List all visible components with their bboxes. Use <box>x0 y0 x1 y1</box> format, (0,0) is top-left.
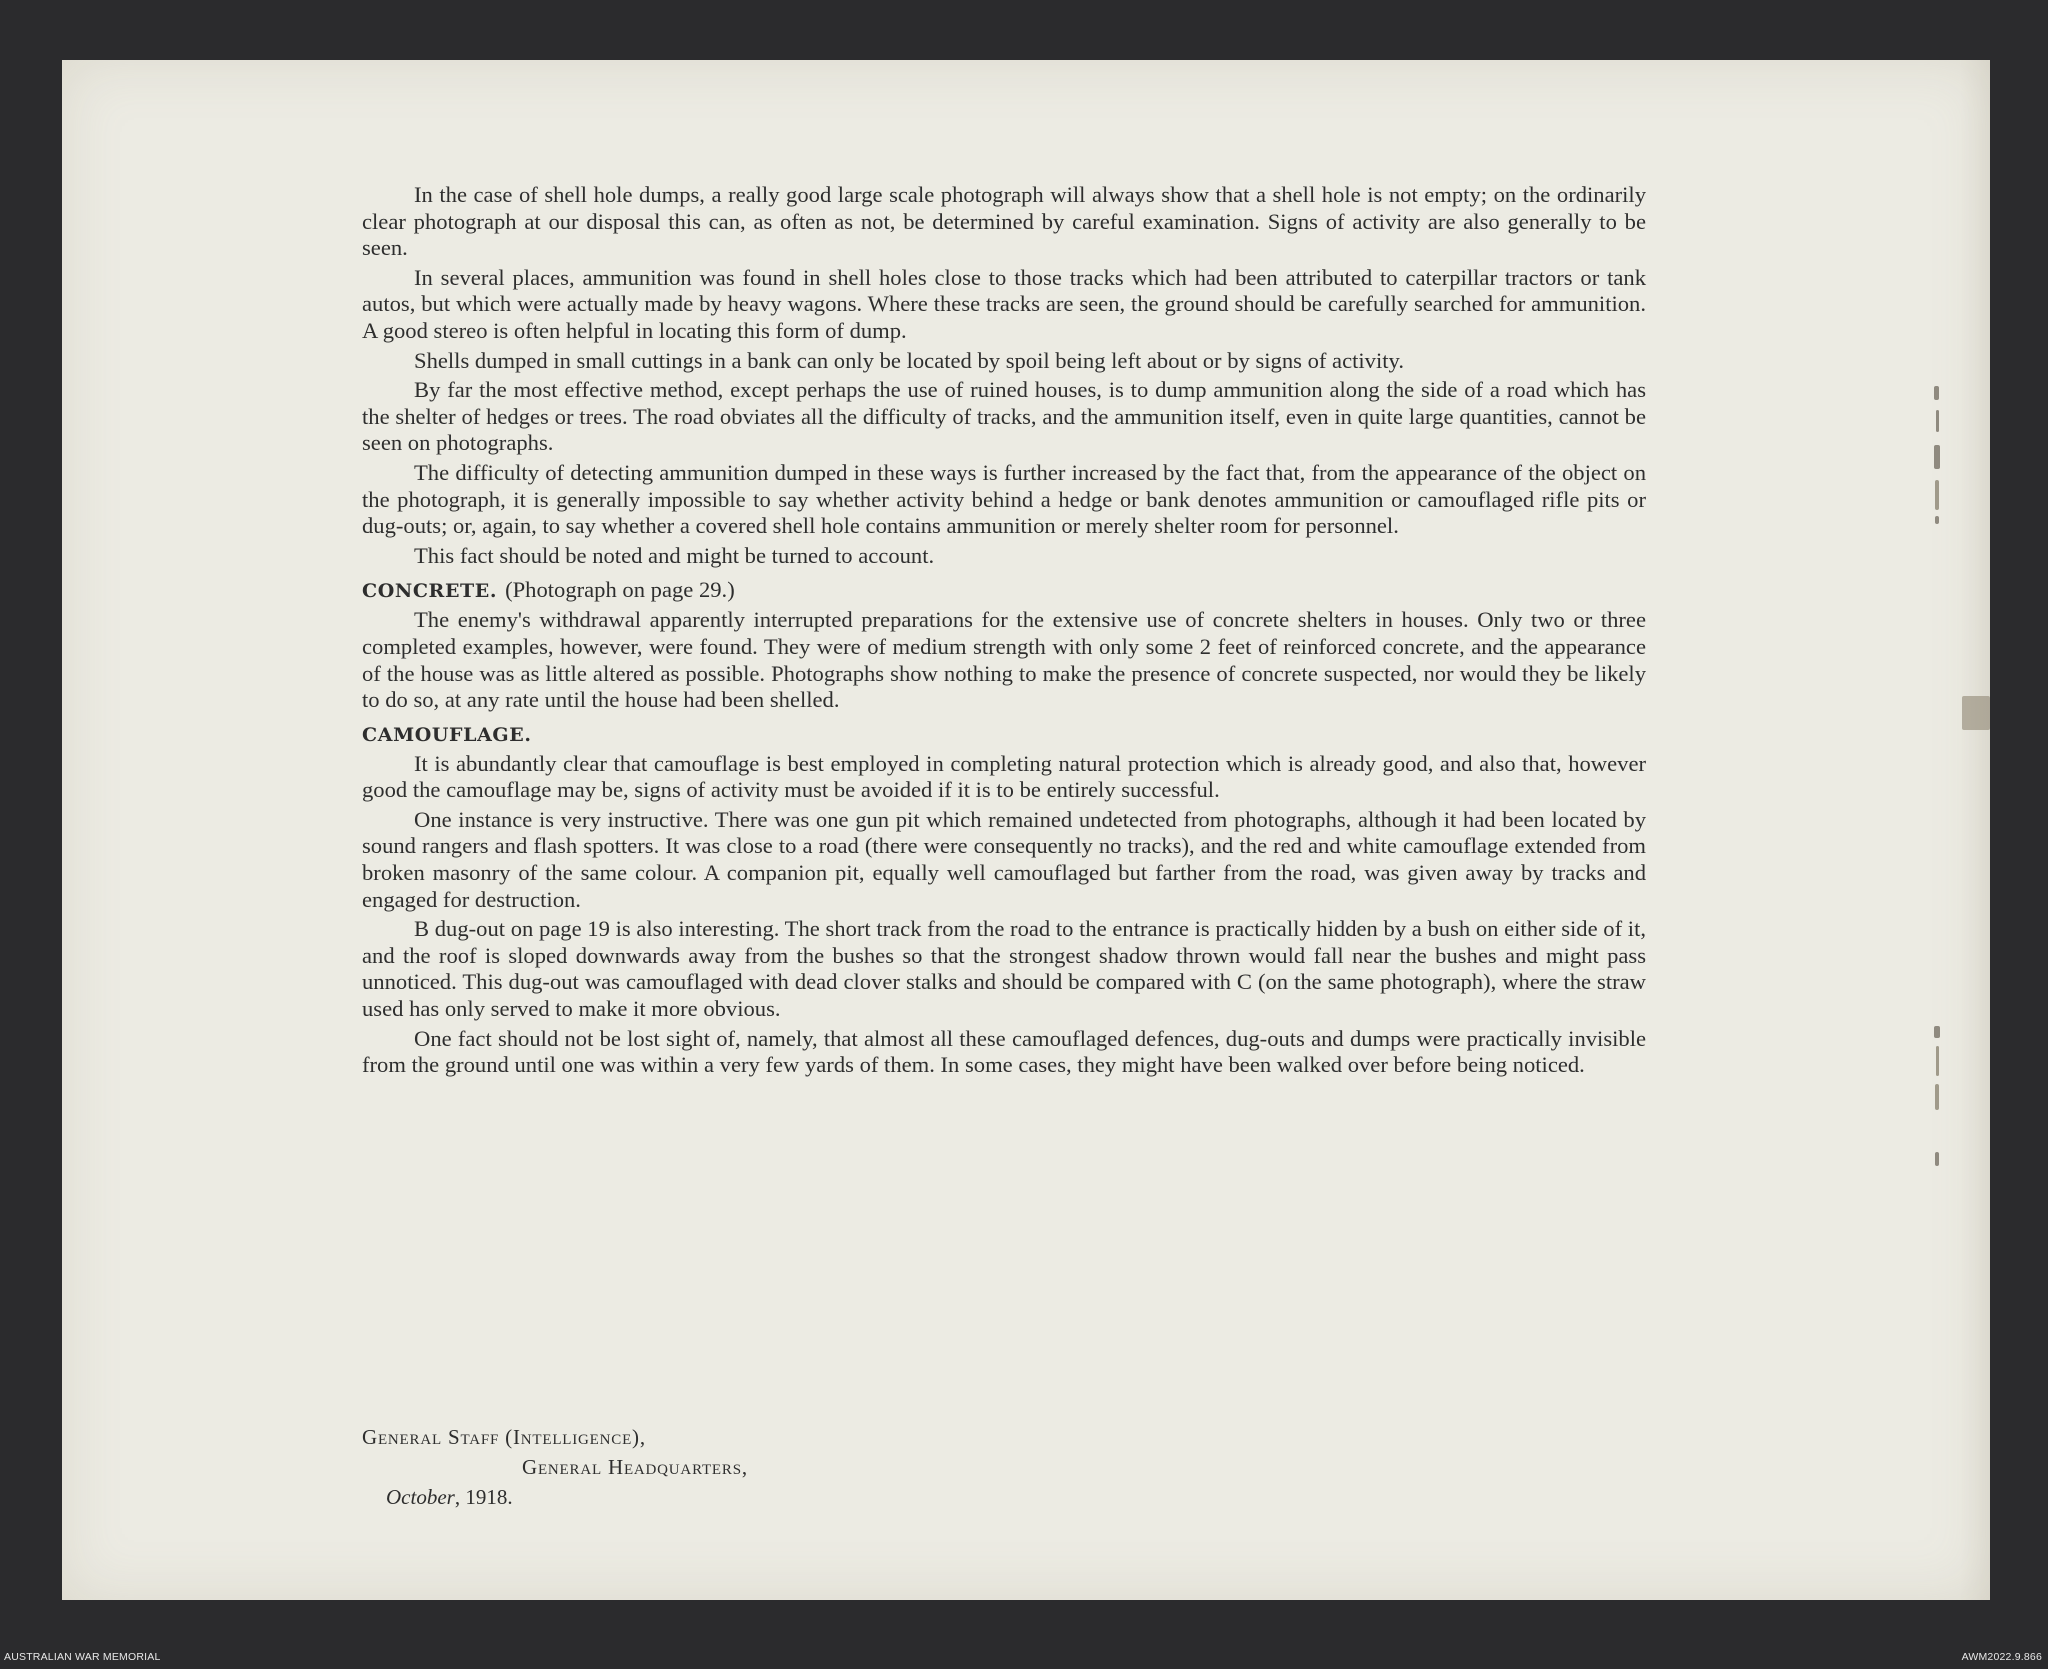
signature-block <box>362 1422 748 1512</box>
section-heading-concrete <box>362 575 1646 606</box>
margin-stain <box>1934 1026 1940 1038</box>
margin-stain <box>1934 386 1939 400</box>
paragraph: One fact should not be lost sight of, namely, that almost all these camouflaged defences, dug-outs and dumps were practically invisible from the ground until one was within a very few yards of them. In some cases, they might have been walked over before being noticed. <box>362 1025 1646 1078</box>
margin-stain <box>1962 696 1990 730</box>
date-year: , 1918. <box>454 1485 513 1509</box>
paragraph: In several places, ammunition was found in shell holes close to those tracks which had been attributed to caterpillar tractors or tank autos, but which were actually made by heavy wagons. Where these tracks are seen, the ground should be carefully searched for ammunition. A good stereo is often helpful in locating this form of dump. <box>362 264 1646 343</box>
document-page <box>62 60 1990 1600</box>
margin-stain <box>1935 1152 1939 1166</box>
paragraph: The difficulty of detecting ammunition dumped in these ways is further increased by the fact that, from the appearance of the object on the photograph, it is generally impossible to say whether activity behind a hedge or bank denotes ammunition or camouflaged rifle pits or dug-outs; or, again, to say whether a covered shell hole contains ammunition or merely shelter room for personnel. <box>362 459 1646 539</box>
margin-stain <box>1936 410 1939 432</box>
paragraph: B dug-out on page 19 is also interesting. The short track from the road to the entrance is practically hidden by a bush on either side of it, and the roof is sloped downwards away from the bushes so that the strongest shadow thrown would fall near the bushes and might pass unnoticed. This dug-out was camouflaged with dead clover stalks and should be compared with C (on the same photograph), where the straw used has only served to make it more obvious. <box>362 916 1646 1022</box>
paragraph: In the case of shell hole dumps, a really good large scale photograph will always show that a shell hole is not empty; on the ordinarily clear photograph at our disposal this can, as often as not, be determined by careful examination. Signs of activity are also generally to be seen. <box>362 182 1646 261</box>
margin-stain <box>1935 516 1939 524</box>
paragraph: One instance is very instructive. There was one gun pit which remained undetected from photographs, although it had been located by sound rangers and flash spotters. It was close to a road (there were consequently no tracks), and the red and white camouflage extended from broken masonry of the same colour. A companion pit, equally well camouflaged but farther from the road, was given away by tracks and engaged for destruction. <box>362 806 1646 912</box>
paragraph: Shells dumped in small cuttings in a bank can only be located by spoil being left about or by signs of activity. <box>414 347 1404 373</box>
signature-line-headquarters: General Headquarters, <box>522 1455 748 1479</box>
signature-line-staff: General Staff (Intelligence), <box>362 1425 646 1449</box>
paragraph: It is abundantly clear that camouflage is best employed in completing natural protection which is already good, and also that, however good the camouflage may be, signs of activity must be avoided if it is to be entirely successful. <box>362 750 1646 803</box>
heading-caption: (Photograph on page 29.) <box>505 577 735 603</box>
margin-stain <box>1934 445 1940 469</box>
paragraph: This fact should be noted and might be turned to account. <box>414 542 935 568</box>
section-heading-camouflage <box>362 720 1646 750</box>
margin-stain <box>1935 480 1939 510</box>
body-text <box>362 182 1646 1082</box>
paragraph: The enemy's withdrawal apparently interrupted preparations for the extensive use of concrete shelters in houses. Only two or three completed examples, however, were found. They were of medium strength with only some 2 feet of reinforced concrete, and the appearance of the house was as little altered as possible. Photographs show nothing to make the presence of concrete suspected, nor would they be likely to do so, at any rate until the house had been shelled. <box>362 607 1646 713</box>
margin-stain <box>1936 1046 1939 1076</box>
paragraph: By far the most effective method, except perhaps the use of ruined houses, is to dump ammunition along the side of a road which has the shelter of hedges or trees. The road obviates all the difficulty of tracks, and the ammunition itself, even in quite large quantities, cannot be seen on photographs. <box>362 377 1646 456</box>
footer-credit: AUSTRALIAN WAR MEMORIAL <box>4 1651 161 1663</box>
signature-date <box>362 1482 748 1512</box>
heading-title: CAMOUFLAGE. <box>362 723 532 746</box>
date-month: October <box>386 1485 455 1509</box>
footer-accession-number: AWM2022.9.866 <box>1961 1651 2042 1663</box>
heading-title: CONCRETE. <box>362 580 498 603</box>
margin-stain <box>1935 1084 1939 1110</box>
